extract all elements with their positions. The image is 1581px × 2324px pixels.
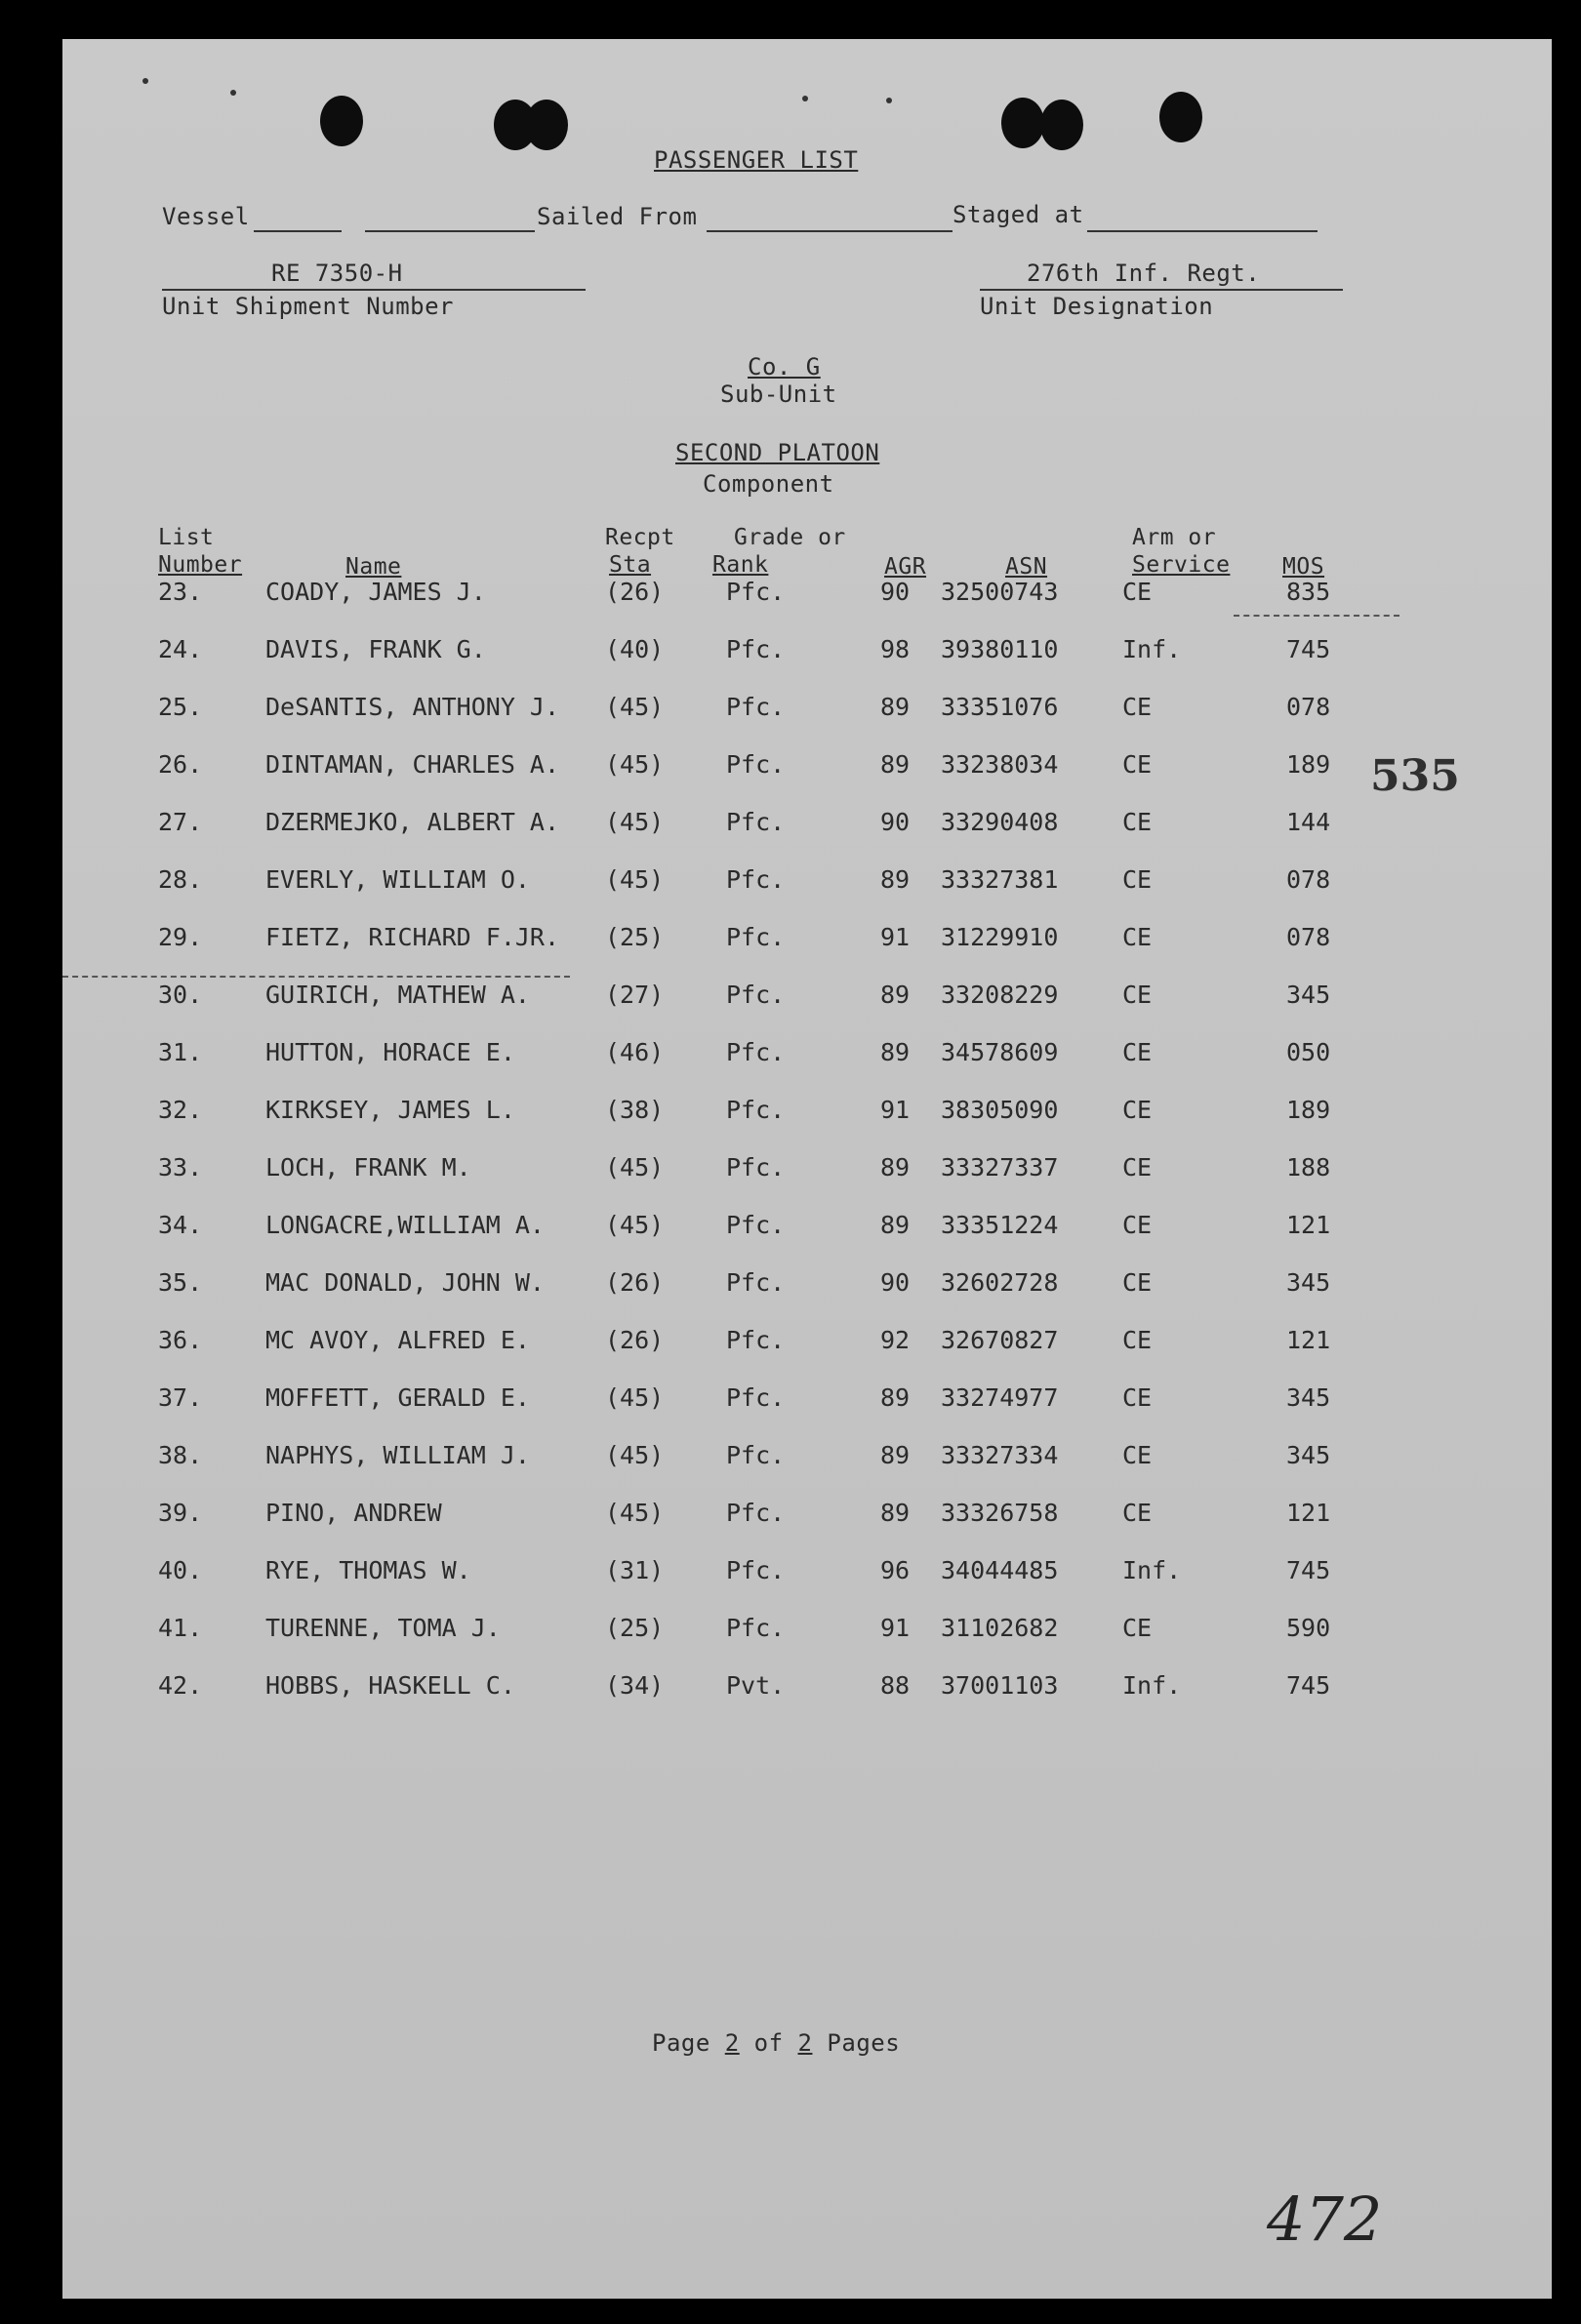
grade-rank: Pfc. [726, 1326, 786, 1354]
agr-score: 92 [880, 1326, 911, 1354]
asn-number: 39380110 [941, 635, 1059, 663]
arm-service: CE [1122, 865, 1153, 894]
passenger-name: DeSANTIS, ANTHONY J. [265, 693, 560, 721]
asn-number: 34578609 [941, 1038, 1059, 1066]
table-row [62, 1211, 1552, 1250]
asn-number: 32500743 [941, 578, 1059, 606]
asn-number: 31102682 [941, 1614, 1059, 1642]
table-row [62, 1614, 1552, 1653]
table-row [62, 635, 1552, 674]
page-footer [652, 2029, 900, 2057]
table-row [62, 1096, 1552, 1135]
vessel-blank [254, 230, 342, 232]
page-label: Page [652, 2029, 710, 2057]
list-number: 29. [158, 923, 203, 951]
list-number: 26. [158, 750, 203, 779]
passenger-name: MOFFETT, GERALD E. [265, 1383, 530, 1412]
punch-hole [525, 100, 568, 150]
passenger-name: TURENNE, TOMA J. [265, 1614, 501, 1642]
passenger-name: HOBBS, HASKELL C. [265, 1671, 515, 1700]
arm-service: CE [1122, 1614, 1153, 1642]
vessel-blank-2 [365, 230, 535, 232]
mos-code: 745 [1286, 1671, 1331, 1700]
passenger-name: NAPHYS, WILLIAM J. [265, 1441, 530, 1469]
asn-number: 33208229 [941, 981, 1059, 1009]
list-number: 37. [158, 1383, 203, 1412]
list-number: 30. [158, 981, 203, 1009]
pages-label: Pages [827, 2029, 901, 2057]
table-row [62, 1268, 1552, 1307]
agr-score: 89 [880, 750, 911, 779]
list-number: 38. [158, 1441, 203, 1469]
arm-service: CE [1122, 750, 1153, 779]
grade-rank: Pfc. [726, 865, 786, 894]
mos-code: 835 [1286, 578, 1331, 606]
vessel-label: Vessel [162, 203, 250, 230]
agr-score: 89 [880, 1441, 911, 1469]
agr-score: 89 [880, 1383, 911, 1412]
punch-hole [1001, 98, 1044, 148]
recpt-sta: (45) [605, 865, 665, 894]
arm-service: CE [1122, 1383, 1153, 1412]
table-row [62, 1499, 1552, 1538]
list-number: 35. [158, 1268, 203, 1297]
arm-service: CE [1122, 1268, 1153, 1297]
agr-score: 89 [880, 981, 911, 1009]
recpt-sta: (45) [605, 1211, 665, 1239]
agr-score: 89 [880, 1153, 911, 1182]
agr-score: 89 [880, 1211, 911, 1239]
tear-line [1234, 615, 1399, 617]
page-total: 2 [797, 2029, 813, 2057]
passenger-name: GUIRICH, MATHEW A. [265, 981, 530, 1009]
grade-rank: Pfc. [726, 1441, 786, 1469]
agr-score: 90 [880, 578, 911, 606]
recpt-sta: (40) [605, 635, 665, 663]
grade-rank: Pfc. [726, 1038, 786, 1066]
recpt-sta: (45) [605, 1499, 665, 1527]
header-asn: ASN [1005, 554, 1048, 580]
recpt-sta: (26) [605, 1326, 665, 1354]
mos-code: 745 [1286, 1556, 1331, 1584]
grade-rank: Pfc. [726, 1153, 786, 1182]
passenger-name: FIETZ, RICHARD F.JR. [265, 923, 560, 951]
arm-service: CE [1122, 1326, 1153, 1354]
passenger-name: DAVIS, FRANK G. [265, 635, 486, 663]
mos-code: 345 [1286, 1383, 1331, 1412]
mos-code: 745 [1286, 635, 1331, 663]
grade-rank: Pfc. [726, 578, 786, 606]
agr-score: 89 [880, 1499, 911, 1527]
arm-service: CE [1122, 1499, 1153, 1527]
recpt-sta: (45) [605, 1153, 665, 1182]
list-number: 36. [158, 1326, 203, 1354]
mos-code: 078 [1286, 693, 1331, 721]
of-label: of [753, 2029, 784, 2057]
asn-number: 33351224 [941, 1211, 1059, 1239]
component-label: Component [703, 470, 834, 498]
grade-rank: Pfc. [726, 750, 786, 779]
punch-hole [320, 96, 363, 146]
mos-code: 188 [1286, 1153, 1331, 1182]
unit-shipment-number: RE 7350-H [271, 260, 403, 287]
mos-code: 345 [1286, 1268, 1331, 1297]
agr-score: 91 [880, 1614, 911, 1642]
grade-rank: Pfc. [726, 1383, 786, 1412]
passenger-name: LONGACRE,WILLIAM A. [265, 1211, 545, 1239]
arm-service: Inf. [1122, 1671, 1182, 1700]
recpt-sta: (34) [605, 1671, 665, 1700]
recpt-sta: (45) [605, 693, 665, 721]
list-number: 27. [158, 808, 203, 836]
table-row [62, 750, 1552, 789]
recpt-sta: (38) [605, 1096, 665, 1124]
asn-number: 37001103 [941, 1671, 1059, 1700]
arm-service: CE [1122, 1096, 1153, 1124]
arm-service: CE [1122, 923, 1153, 951]
recpt-sta: (45) [605, 808, 665, 836]
passenger-name: MC AVOY, ALFRED E. [265, 1326, 530, 1354]
agr-score: 89 [880, 693, 911, 721]
asn-number: 34044485 [941, 1556, 1059, 1584]
grade-rank: Pfc. [726, 1268, 786, 1297]
speck [886, 98, 892, 103]
table-row [62, 693, 1552, 732]
list-number: 23. [158, 578, 203, 606]
passenger-name: DINTAMAN, CHARLES A. [265, 750, 560, 779]
passenger-name: DZERMEJKO, ALBERT A. [265, 808, 560, 836]
asn-number: 33274977 [941, 1383, 1059, 1412]
agr-score: 91 [880, 923, 911, 951]
unit-shipment-line [162, 289, 586, 291]
agr-score: 91 [880, 1096, 911, 1124]
mos-code: 078 [1286, 923, 1331, 951]
passenger-name: COADY, JAMES J. [265, 578, 486, 606]
punch-hole [1159, 92, 1202, 142]
header-rank: Rank [712, 552, 769, 578]
header-mos: MOS [1282, 554, 1325, 580]
stamp-number: 535 [1370, 751, 1460, 801]
sailed-from-label: Sailed From [537, 203, 698, 230]
recpt-sta: (31) [605, 1556, 665, 1584]
recpt-sta: (25) [605, 923, 665, 951]
mos-code: 345 [1286, 1441, 1331, 1469]
asn-number: 33290408 [941, 808, 1059, 836]
asn-number: 33238034 [941, 750, 1059, 779]
header-service: Service [1132, 552, 1231, 578]
asn-number: 33327337 [941, 1153, 1059, 1182]
asn-number: 33327334 [941, 1441, 1059, 1469]
arm-service: CE [1122, 1153, 1153, 1182]
mos-code: 121 [1286, 1499, 1331, 1527]
table-row [62, 1556, 1552, 1595]
recpt-sta: (45) [605, 750, 665, 779]
agr-score: 88 [880, 1671, 911, 1700]
header-list: List [158, 525, 215, 550]
mos-code: 121 [1286, 1326, 1331, 1354]
speck [230, 90, 236, 96]
mos-code: 590 [1286, 1614, 1331, 1642]
arm-service: CE [1122, 1038, 1153, 1066]
staged-at-blank [1087, 230, 1318, 232]
mos-code: 078 [1286, 865, 1331, 894]
grade-rank: Pvt. [726, 1671, 786, 1700]
agr-score: 90 [880, 808, 911, 836]
mos-code: 050 [1286, 1038, 1331, 1066]
header-agr: AGR [884, 554, 927, 580]
table-row [62, 1383, 1552, 1422]
header-name: Name [345, 554, 402, 580]
grade-rank: Pfc. [726, 981, 786, 1009]
agr-score: 98 [880, 635, 911, 663]
table-row [62, 1326, 1552, 1365]
arm-service: CE [1122, 808, 1153, 836]
passenger-name: LOCH, FRANK M. [265, 1153, 471, 1182]
table-row [62, 1038, 1552, 1077]
grade-rank: Pfc. [726, 635, 786, 663]
agr-score: 89 [880, 865, 911, 894]
table-row [62, 923, 1552, 962]
grade-rank: Pfc. [726, 1211, 786, 1239]
passenger-name: HUTTON, HORACE E. [265, 1038, 515, 1066]
mos-code: 144 [1286, 808, 1331, 836]
staged-at-label: Staged at [953, 201, 1084, 228]
header-number: Number [158, 552, 243, 578]
sub-unit-label: Sub-Unit [720, 381, 837, 408]
page-number: 2 [724, 2029, 740, 2057]
passenger-name: RYE, THOMAS W. [265, 1556, 471, 1584]
component: SECOND PLATOON [675, 439, 880, 466]
arm-service: CE [1122, 578, 1153, 606]
tear-line [62, 976, 570, 978]
unit-designation-label: Unit Designation [980, 293, 1214, 320]
asn-number: 32602728 [941, 1268, 1059, 1297]
passenger-name: EVERLY, WILLIAM O. [265, 865, 530, 894]
asn-number: 33327381 [941, 865, 1059, 894]
recpt-sta: (26) [605, 578, 665, 606]
arm-service: CE [1122, 981, 1153, 1009]
list-number: 32. [158, 1096, 203, 1124]
document-page [62, 39, 1552, 2299]
table-row [62, 578, 1552, 617]
recpt-sta: (45) [605, 1441, 665, 1469]
speck [802, 96, 808, 101]
sub-unit: Co. G [748, 353, 821, 381]
mos-code: 189 [1286, 1096, 1331, 1124]
list-number: 41. [158, 1614, 203, 1642]
list-number: 33. [158, 1153, 203, 1182]
asn-number: 33351076 [941, 693, 1059, 721]
grade-rank: Pfc. [726, 808, 786, 836]
table-row [62, 865, 1552, 904]
list-number: 28. [158, 865, 203, 894]
unit-shipment-number-label: Unit Shipment Number [162, 293, 454, 320]
header-sta: Sta [609, 552, 652, 578]
table-row [62, 1441, 1552, 1480]
grade-rank: Pfc. [726, 1556, 786, 1584]
punch-hole [1040, 100, 1083, 150]
header-arm: Arm or [1132, 525, 1217, 550]
list-number: 31. [158, 1038, 203, 1066]
mos-code: 345 [1286, 981, 1331, 1009]
mos-code: 189 [1286, 750, 1331, 779]
arm-service: Inf. [1122, 635, 1182, 663]
arm-service: CE [1122, 1211, 1153, 1239]
recpt-sta: (25) [605, 1614, 665, 1642]
table-row [62, 1153, 1552, 1192]
asn-number: 38305090 [941, 1096, 1059, 1124]
grade-rank: Pfc. [726, 1499, 786, 1527]
passenger-name: MAC DONALD, JOHN W. [265, 1268, 545, 1297]
unit-designation: 276th Inf. Regt. [1027, 260, 1261, 287]
sailed-from-blank [707, 230, 953, 232]
list-number: 25. [158, 693, 203, 721]
list-number: 42. [158, 1671, 203, 1700]
table-row [62, 981, 1552, 1020]
grade-rank: Pfc. [726, 1614, 786, 1642]
mos-code: 121 [1286, 1211, 1331, 1239]
grade-rank: Pfc. [726, 1096, 786, 1124]
speck [142, 78, 148, 84]
list-number: 40. [158, 1556, 203, 1584]
recpt-sta: (46) [605, 1038, 665, 1066]
grade-rank: Pfc. [726, 693, 786, 721]
agr-score: 90 [880, 1268, 911, 1297]
unit-designation-line [980, 289, 1343, 291]
arm-service: CE [1122, 1441, 1153, 1469]
agr-score: 96 [880, 1556, 911, 1584]
list-number: 39. [158, 1499, 203, 1527]
recpt-sta: (45) [605, 1383, 665, 1412]
asn-number: 33326758 [941, 1499, 1059, 1527]
header-recpt: Recpt [605, 525, 675, 550]
handwritten-page-number: 472 [1267, 2184, 1383, 2255]
list-number: 24. [158, 635, 203, 663]
arm-service: CE [1122, 693, 1153, 721]
recpt-sta: (26) [605, 1268, 665, 1297]
grade-rank: Pfc. [726, 923, 786, 951]
header-grade: Grade or [734, 525, 846, 550]
recpt-sta: (27) [605, 981, 665, 1009]
table-row [62, 808, 1552, 847]
list-number: 34. [158, 1211, 203, 1239]
asn-number: 31229910 [941, 923, 1059, 951]
passenger-name: PINO, ANDREW [265, 1499, 442, 1527]
agr-score: 89 [880, 1038, 911, 1066]
page-title: PASSENGER LIST [654, 146, 859, 174]
asn-number: 32670827 [941, 1326, 1059, 1354]
arm-service: Inf. [1122, 1556, 1182, 1584]
table-row [62, 1671, 1552, 1710]
passenger-name: KIRKSEY, JAMES L. [265, 1096, 515, 1124]
